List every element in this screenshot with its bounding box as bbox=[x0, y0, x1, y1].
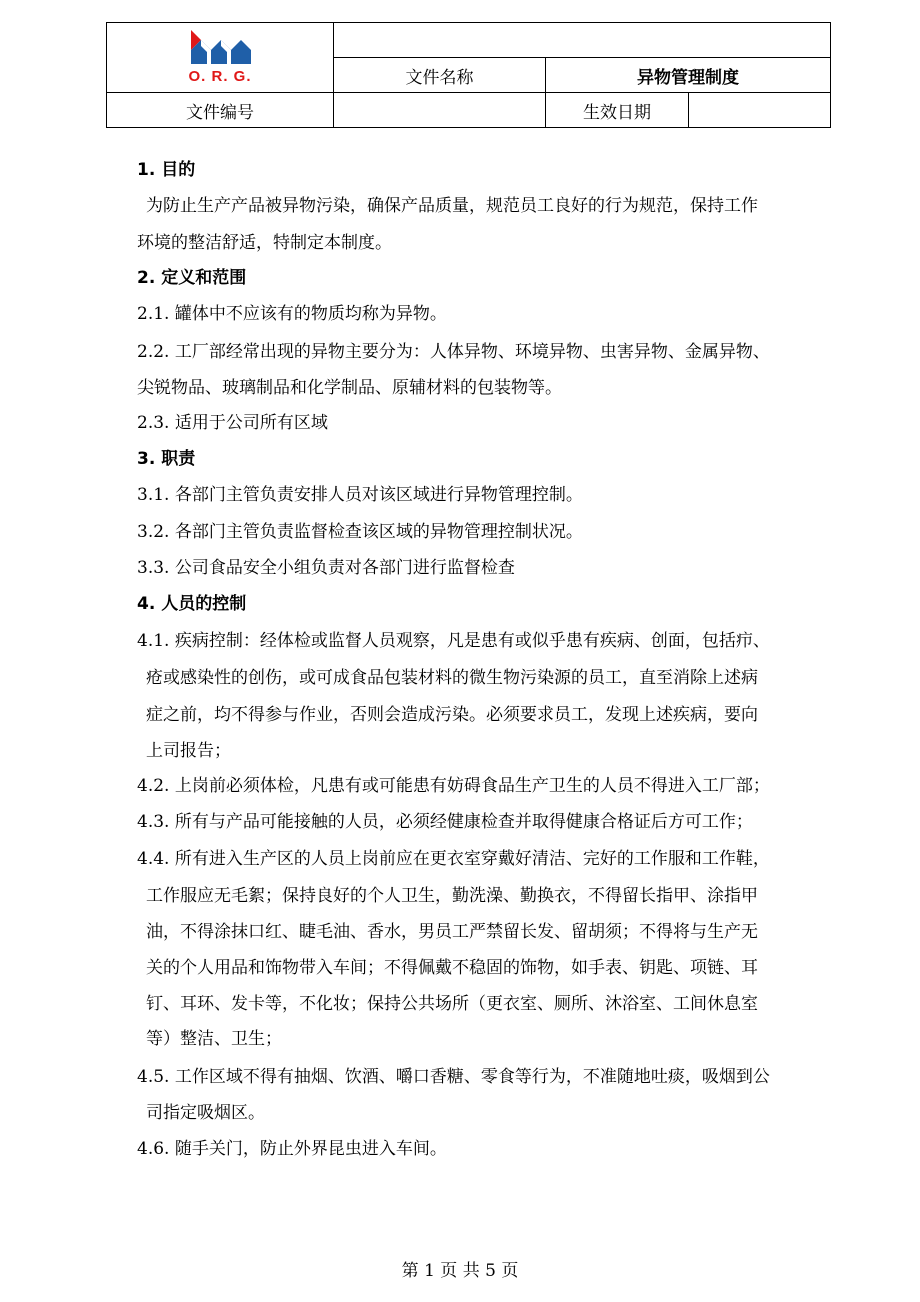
section-heading-duties: 3. 职责 bbox=[137, 449, 196, 469]
logo-cell bbox=[107, 23, 334, 93]
paragraph-line: 上司报告； bbox=[146, 741, 231, 761]
doc-name-label: 文件名称 bbox=[334, 58, 546, 93]
clause-3-1: 3.1. 各部门主管负责安排人员对该区域进行异物管理控制。 bbox=[137, 485, 583, 505]
paragraph-line: 钉、耳环、发卡等，不化妆；保持公共场所（更衣室、厕所、沐浴室、工间休息室 bbox=[146, 994, 758, 1014]
paragraph-line: 为防止生产产品被异物污染，确保产品质量，规范员工良好的行为规范，保持工作 bbox=[146, 196, 758, 216]
clause-4-6: 4.6. 随手关门，防止外界昆虫进入车间。 bbox=[137, 1139, 447, 1159]
clause-4-2: 4.2. 上岗前必须体检，凡患有或可能患有妨碍食品生产卫生的人员不得进入工厂部； bbox=[137, 776, 770, 796]
paragraph-line: 疮或感染性的创伤，或可成食品包装材料的微生物污染源的员工，直至消除上述病 bbox=[146, 668, 758, 688]
clause-2-2: 2.2. 工厂部经常出现的异物主要分为：人体异物、环境异物、虫害异物、金属异物、 bbox=[137, 342, 770, 362]
clause-2-1: 2.1. 罐体中不应该有的物质均称为异物。 bbox=[137, 304, 447, 324]
paragraph-line: 关的个人用品和饰物带入车间；不得佩戴不稳固的饰物，如手表、钥匙、项链、耳 bbox=[146, 958, 758, 978]
clause-2-3: 2.3. 适用于公司所有区域 bbox=[137, 413, 328, 433]
effective-date-label: 生效日期 bbox=[546, 93, 689, 128]
paragraph-line: 工作服应无毛絮；保持良好的个人卫生，勤洗澡、勤换衣，不得留长指甲、涂指甲 bbox=[146, 886, 758, 906]
clause-4-5: 4.5. 工作区域不得有抽烟、饮酒、嚼口香糖、零食等行为，不准随地吐痰，吸烟到公 bbox=[137, 1067, 770, 1087]
paragraph-line: 油，不得涂抹口红、睫毛油、香水，男员工严禁留长发、留胡须；不得将与生产无 bbox=[146, 922, 758, 942]
org-logo bbox=[107, 24, 333, 92]
clause-4-4: 4.4. 所有进入生产区的人员上岗前应在更衣室穿戴好清洁、完好的工作服和工作鞋， bbox=[137, 849, 770, 869]
page-footer: 第 1 页 共 5 页 bbox=[401, 1261, 519, 1281]
doc-name-value: 异物管理制度 bbox=[546, 58, 831, 93]
paragraph-line: 症之前，均不得参与作业，否则会造成污染。必须要求员工，发现上述疾病，要向 bbox=[146, 705, 758, 725]
doc-no-label: 文件编号 bbox=[107, 93, 334, 128]
paragraph-line: 环境的整洁舒适，特制定本制度。 bbox=[137, 233, 392, 253]
paragraph-line: 尖锐物品、玻璃制品和化学制品、原辅材料的包装物等。 bbox=[137, 378, 562, 398]
paragraph-line: 等）整洁、卫生； bbox=[146, 1029, 282, 1049]
org-logo-mark-icon bbox=[185, 24, 255, 70]
clause-3-2: 3.2. 各部门主管负责监督检查该区域的异物管理控制状况。 bbox=[137, 522, 583, 542]
doc-no-value bbox=[334, 93, 546, 128]
effective-date-value bbox=[689, 93, 831, 128]
section-heading-personnel: 4. 人员的控制 bbox=[137, 594, 247, 614]
clause-4-3: 4.3. 所有与产品可能接触的人员，必须经健康检查并取得健康合格证后方可工作； bbox=[137, 812, 753, 832]
clause-4-1: 4.1. 疾病控制：经体检或监督人员观察，凡是患有或似乎患有疾病、创面，包括疖、 bbox=[137, 631, 770, 651]
header-blank-cell bbox=[334, 23, 831, 58]
clause-3-3: 3.3. 公司食品安全小组负责对各部门进行监督检查 bbox=[137, 558, 515, 578]
paragraph-line: 司指定吸烟区。 bbox=[146, 1103, 265, 1123]
section-heading-scope: 2. 定义和范围 bbox=[137, 268, 247, 288]
logo-text: O. R. G. bbox=[188, 67, 252, 85]
section-heading-purpose: 1. 目的 bbox=[137, 160, 196, 180]
document-header-table bbox=[106, 22, 831, 128]
